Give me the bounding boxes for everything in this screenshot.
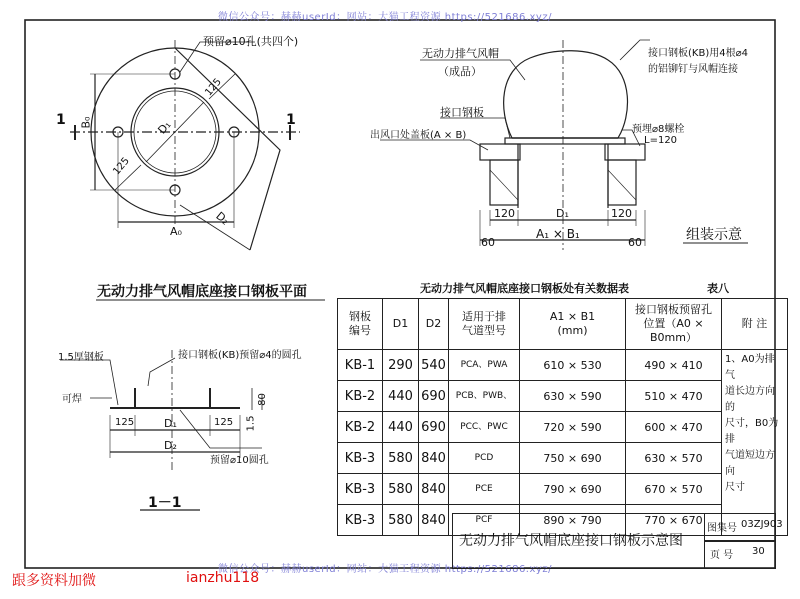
assembly-dim-d1: D₁ — [556, 207, 569, 220]
watermark-bottom: 微信公众号：赫赫userId：网站：大猫工程资源 https://521686.xyz/ — [218, 564, 552, 575]
section-label-plate: 1.5厚钢板 — [58, 352, 104, 363]
cell-d1: 440 — [383, 381, 419, 412]
plan-section-mark-right: 1 — [286, 112, 296, 128]
plan-title: 无动力排气风帽底座接口钢板平面 — [97, 284, 307, 300]
plan-dim-d1: D₁ — [155, 118, 174, 137]
section-title: 1－1 — [148, 495, 182, 511]
cell-hole: 510 × 470 — [626, 381, 722, 412]
cell-d2: 540 — [419, 350, 449, 381]
plan-section-mark-left: 1 — [56, 112, 66, 128]
plan-dim-d2: D₂ — [213, 209, 232, 228]
cell-d2: 840 — [419, 474, 449, 505]
section-dim-d1: D₁ — [164, 417, 177, 430]
assembly-label-interface-plate: 接口钢板 — [440, 106, 484, 119]
header-plate-no: 钢板 编号 — [338, 299, 383, 350]
section-label-hole10: 预留⌀10圆孔 — [210, 455, 269, 466]
plan-dim-125-a: 125 — [203, 76, 224, 99]
cell-d1: 580 — [383, 474, 419, 505]
assembly-label-plate-kb-2: 的铝铆钉与风帽连接 — [648, 64, 738, 75]
watermark-top: 微信公众号：赫赫userId：网站：大猫工程资源 https://521686.xyz/ — [218, 12, 552, 23]
cell-a1b1: 610 × 530 — [520, 350, 626, 381]
section-dim-125-left: 125 — [115, 417, 135, 428]
drawing-title: 无动力排气风帽底座接口钢板示意图 — [459, 533, 683, 549]
assembly-label-cap-sub: （成品） — [438, 65, 482, 78]
cell-code: KB-2 — [338, 412, 383, 443]
table-row — [338, 350, 788, 381]
cell-type: PCF — [449, 505, 520, 536]
header-d2: D2 — [419, 299, 449, 350]
table-row — [338, 474, 788, 505]
cell-note: 1、A0为排气 道长边方向的 尺寸，B0为排 气道短边方向 尺寸 — [722, 350, 788, 536]
assembly-label-outlet: 出风口处盖板(A × B) — [370, 130, 467, 141]
plan-dim-125-b: 125 — [111, 155, 132, 178]
plan-dim-b0: B₀ — [79, 116, 93, 129]
atlas-number: 03ZJ903 — [741, 519, 783, 530]
assembly-label-bolt: 预埋⌀8螺栓 — [632, 124, 685, 135]
header-hole-position: 接口钢板预留孔 位置（A0 × B0mm） — [626, 299, 722, 350]
table-number: 表八 — [707, 282, 729, 295]
assembly-label-cap: 无动力排气风帽 — [422, 47, 499, 60]
cell-hole: 670 × 570 — [626, 474, 722, 505]
cell-a1b1: 720 × 590 — [520, 412, 626, 443]
header-applicable-type: 适用于排 气道型号 — [449, 299, 520, 350]
cell-d1: 580 — [383, 443, 419, 474]
section-label-cap-weld: 可焊 — [62, 394, 82, 405]
table-row — [338, 381, 788, 412]
cell-d2: 690 — [419, 412, 449, 443]
assembly-title: 组装示意 — [686, 227, 742, 243]
cell-d2: 840 — [419, 443, 449, 474]
assembly-dim-60-right: 60 — [628, 236, 642, 249]
cell-d1: 440 — [383, 412, 419, 443]
atlas-label: 图集号 — [707, 523, 737, 534]
cell-type: PCC、PWC — [449, 412, 520, 443]
header-a1b1: A1 × B1 (mm) — [520, 299, 626, 350]
header-notes: 附 注 — [722, 299, 788, 350]
assembly-dim-a1b1: A₁ × B₁ — [536, 227, 580, 241]
cell-d2: 840 — [419, 505, 449, 536]
data-table — [337, 298, 788, 536]
cell-code: KB-2 — [338, 381, 383, 412]
assembly-view-linework — [380, 40, 650, 250]
assembly-dim-120-right: 120 — [611, 207, 632, 220]
cell-a1b1: 750 × 690 — [520, 443, 626, 474]
cell-a1b1: 890 × 790 — [520, 505, 626, 536]
cell-code: KB-3 — [338, 505, 383, 536]
cell-d1: 580 — [383, 505, 419, 536]
cell-hole: 770 × 670 — [626, 505, 722, 536]
footer-left-text: 跟多资料加微 — [12, 573, 96, 589]
section-dim-80: 80 — [256, 393, 268, 406]
assembly-label-bolt-len: L=120 — [644, 135, 678, 146]
plan-dim-a0: A₀ — [170, 225, 182, 238]
cell-hole: 490 × 410 — [626, 350, 722, 381]
section-dim-125-right: 125 — [214, 417, 234, 428]
cell-type: PCD — [449, 443, 520, 474]
header-d1: D1 — [383, 299, 419, 350]
table-row — [338, 412, 788, 443]
section-dim-15: 1.5 — [245, 415, 257, 432]
cell-code: KB-3 — [338, 474, 383, 505]
assembly-label-plate-kb: 接口钢板(KB)用4根⌀4 — [648, 48, 748, 59]
cell-type: PCE — [449, 474, 520, 505]
page-label: 页 号 — [710, 550, 734, 561]
assembly-dim-60-left: 60 — [481, 236, 495, 249]
cell-type: PCB、PWB、 — [449, 381, 520, 412]
section-view-linework — [60, 350, 262, 510]
cell-a1b1: 630 × 590 — [520, 381, 626, 412]
table-header-row — [338, 299, 788, 350]
table-row — [338, 443, 788, 474]
cell-type: PCA、PWA — [449, 350, 520, 381]
footer-right-text: ianzhu118 — [186, 570, 260, 586]
cell-hole: 630 × 570 — [626, 443, 722, 474]
table-caption: 无动力排气风帽底座接口钢板处有关数据表 — [420, 282, 629, 295]
cell-code: KB-1 — [338, 350, 383, 381]
cell-d1: 290 — [383, 350, 419, 381]
section-dim-d2: D₂ — [164, 439, 177, 452]
cell-hole: 600 × 470 — [626, 412, 722, 443]
plan-view-linework — [70, 40, 300, 250]
cell-code: KB-3 — [338, 443, 383, 474]
cell-a1b1: 790 × 690 — [520, 474, 626, 505]
section-label-kb-hole: 接口钢板(KB)预留⌀4的圆孔 — [178, 350, 302, 361]
page-number: 30 — [752, 546, 765, 557]
plan-hole-note: 预留⌀10孔(共四个) — [203, 35, 299, 48]
assembly-dim-120-left: 120 — [494, 207, 515, 220]
cell-d2: 690 — [419, 381, 449, 412]
